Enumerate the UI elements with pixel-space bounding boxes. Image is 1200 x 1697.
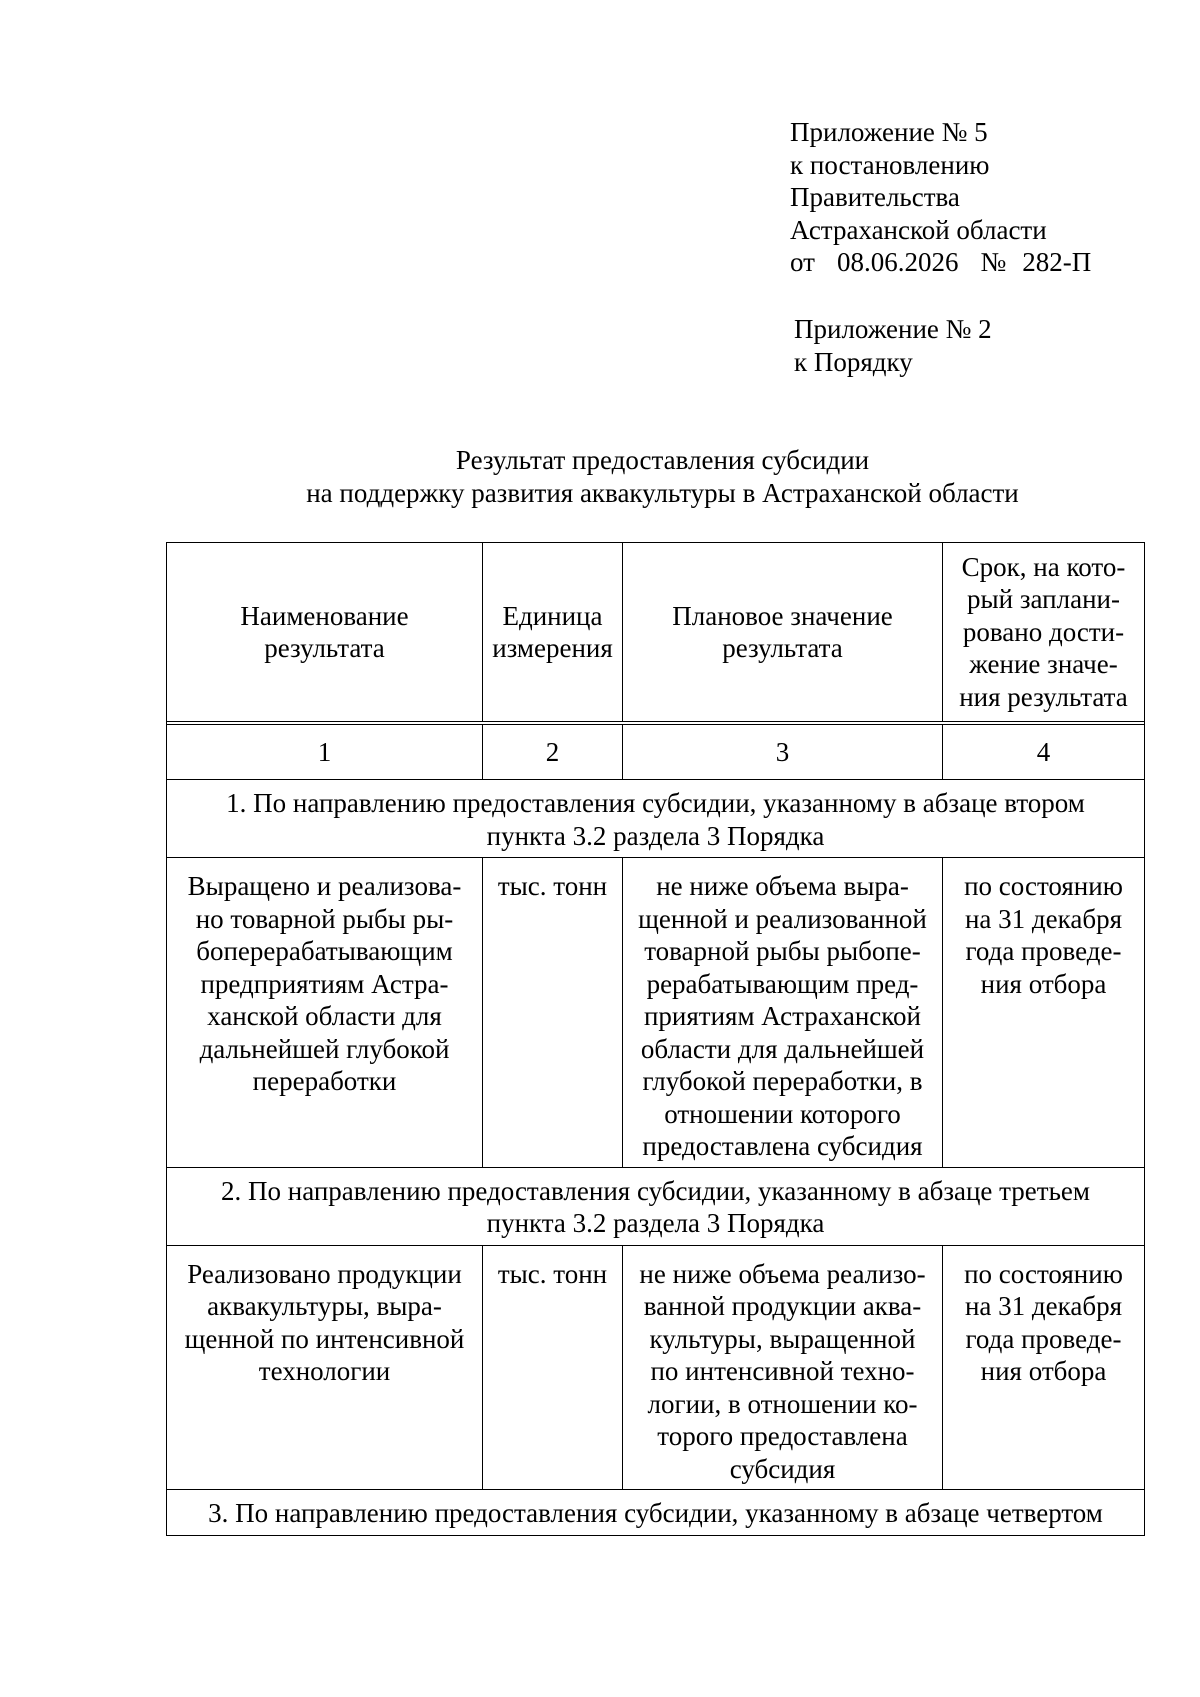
column-numbers-row	[167, 725, 1145, 780]
appendix-line: Приложение № 5	[790, 117, 988, 147]
result-name-cell: Выращено и реализова- но товарной рыбы ры- боперерабатывающим предприятиям Астра- ханской области для дальнейшей глубокой переработки	[167, 858, 483, 1168]
section-title-row	[167, 1167, 1145, 1245]
header-planned-value: Плановое значение результата	[623, 543, 943, 722]
column-number: 1	[167, 725, 483, 780]
appendix-line: к постановлению	[790, 149, 990, 180]
header-deadline: Срок, на кото- рый заплани- ровано дости- жение значе- ния результата	[943, 543, 1145, 722]
column-number: 3	[623, 725, 943, 780]
document-title	[0, 444, 1200, 509]
from-label: от	[790, 247, 815, 277]
appendix-line: Астраханской области	[790, 214, 1047, 245]
column-number: 4	[943, 725, 1145, 780]
deadline-cell: по состоянию на 31 декабря года проведе- ния отбора	[943, 858, 1145, 1168]
section-title-row	[167, 780, 1145, 858]
resolution-date: 08.06.2026	[836, 247, 959, 277]
title-line: на поддержку развития аквакультуры в Астраханской области	[306, 477, 1019, 508]
appendix-block	[790, 116, 1091, 279]
results-table	[166, 542, 1145, 1536]
unit-cell: тыс. тонн	[483, 1245, 623, 1490]
header-result-name: Наименование результата	[167, 543, 483, 722]
table-header-row	[167, 543, 1145, 722]
sub-appendix-line: Приложение № 2	[794, 314, 992, 344]
section-title: 3. По направлению предоставления субсидии, указанному в абзаце четвертом	[167, 1490, 1145, 1536]
resolution-number: 282-П	[1022, 247, 1092, 277]
section-title: 1. По направлению предоставления субсидии, указанному в абзаце втором пункта 3.2 раздела 3 Порядка	[167, 780, 1145, 858]
sub-appendix-block	[794, 313, 992, 378]
appendix-date-line	[790, 246, 1091, 279]
result-name-cell: Реализовано продукции аквакультуры, выра- щенной по интенсивной технологии	[167, 1245, 483, 1490]
unit-cell: тыс. тонн	[483, 858, 623, 1168]
table-row	[167, 1245, 1145, 1490]
column-number: 2	[483, 725, 623, 780]
number-label: №	[980, 247, 1007, 277]
deadline-cell: по состоянию на 31 декабря года проведе- ния отбора	[943, 1245, 1145, 1490]
section-title: 2. По направлению предоставления субсидии, указанному в абзаце третьем пункта 3.2 раздела 3 Порядка	[167, 1167, 1145, 1245]
section-title-row	[167, 1490, 1145, 1536]
appendix-line: Правительства	[790, 182, 960, 212]
planned-value-cell: не ниже объема реализо- ванной продукции аква- культуры, выращенной по интенсивной техно- логии, в отношении ко- торого предоставлена субсидия	[623, 1245, 943, 1490]
title-line: Результат предоставления субсидии	[455, 445, 870, 475]
sub-appendix-line: к Порядку	[794, 346, 913, 377]
table-row	[167, 858, 1145, 1168]
header-unit: Единица измерения	[483, 543, 623, 722]
planned-value-cell: не ниже объема выра- щенной и реализованной товарной рыбы рыбопе- рерабатывающим пред- приятиям Астраханской области для дальнейшей глубокой переработки, в отношении которого предоставлена субсидия	[623, 858, 943, 1168]
